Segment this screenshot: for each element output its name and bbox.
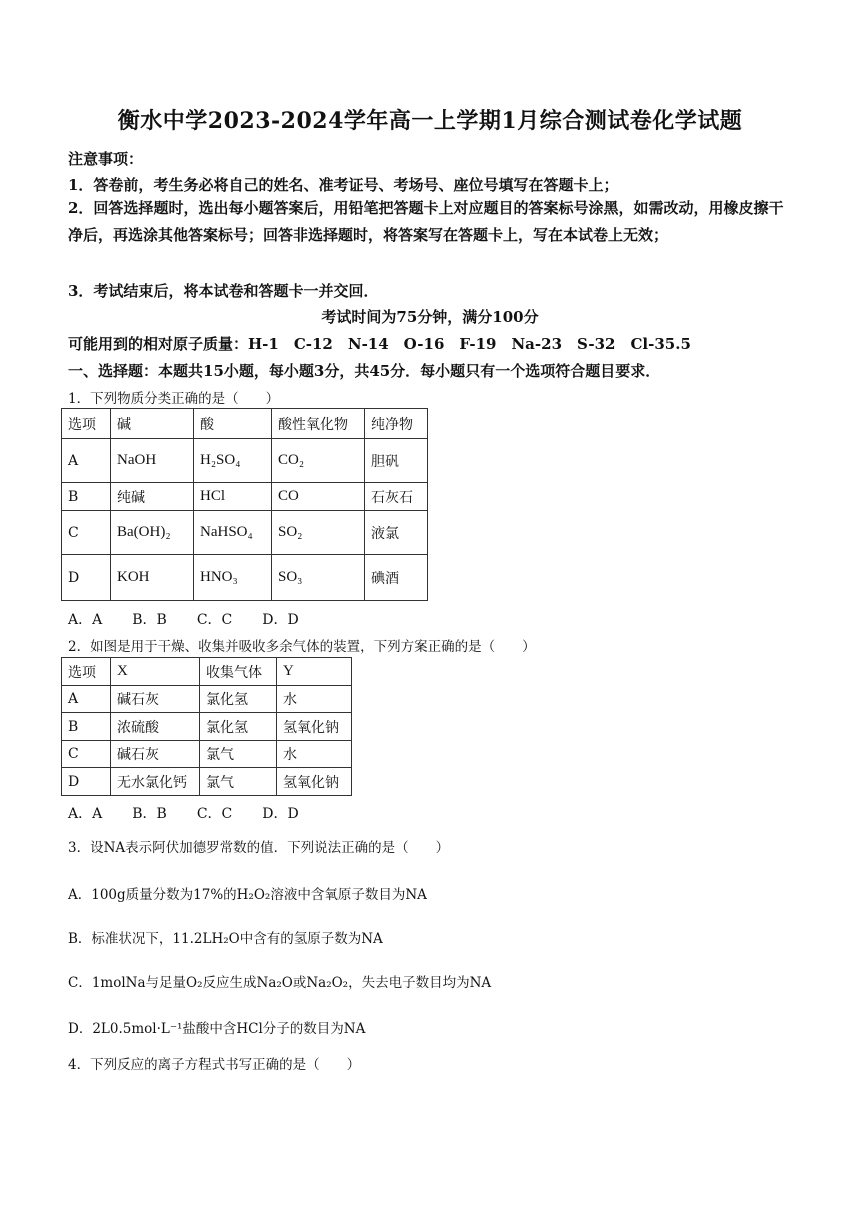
question-3-option-b: B．标准状况下，11.2LH₂O中含有的氢原子数为NA <box>68 931 383 947</box>
question-3-stem: 3．设NA表示阿伏加德罗常数的值．下列说法正确的是（ ） <box>68 840 450 856</box>
question-4-stem: 4．下列反应的离子方程式书写正确的是（ ） <box>68 1057 361 1073</box>
pure-cell: 液氯 <box>365 511 428 555</box>
table-header-cell: 选项 <box>62 658 111 686</box>
table-header-row <box>62 658 352 686</box>
table-header-cell: 碱 <box>111 409 194 439</box>
question-3-option-c: C．1molNa与足量O₂反应生成Na₂O或Na₂O₂，失去电子数目均为NA <box>68 975 492 991</box>
table-row <box>62 555 428 601</box>
notice-item-2: 2．回答选择题时，选出每小题答案后，用铅笔把答题卡上对应题目的答案标号涂黑，如需改动，用橡皮擦干净后，再选涂其他答案标号；回答非选择题时，将答案写在答题卡上，写在本试卷上无效； <box>68 199 784 244</box>
table-header-cell: X <box>111 658 200 686</box>
notice-item-3: 3．考试结束后，将本试卷和答题卡一并交回． <box>68 282 379 300</box>
acid-cell: NaHSO₄ <box>194 511 272 555</box>
base-cell: Ba(OH)₂ <box>111 511 194 555</box>
table-cell: A <box>62 686 111 713</box>
acid-cell: H₂SO₄ <box>194 439 272 483</box>
table-cell: 碱石灰 <box>111 686 200 713</box>
table-row <box>62 439 428 483</box>
table-cell: 浓硫酸 <box>111 713 200 741</box>
question-1-stem: 1．下列物质分类正确的是（ ） <box>68 391 280 407</box>
option-cell: D <box>62 555 111 601</box>
table-header-cell: 选项 <box>62 409 111 439</box>
question-2-choices <box>68 803 329 823</box>
table-cell: D <box>62 768 111 796</box>
question-1-choices <box>68 609 329 629</box>
table-cell: 氯化氢 <box>200 686 277 713</box>
exam-time: 考试时间为75分钟，满分100分 <box>321 308 539 326</box>
table-header-cell: 收集气体 <box>200 658 277 686</box>
oxide-cell: CO <box>272 483 365 511</box>
option-cell: A <box>62 439 111 483</box>
table-header-row <box>62 409 428 439</box>
table-cell: B <box>62 713 111 741</box>
table-cell: 碱石灰 <box>111 741 200 768</box>
notice-item-1: 1．答卷前，考生务必将自己的姓名、准考证号、考场号、座位号填写在答题卡上； <box>68 176 619 194</box>
question-1-table <box>61 408 428 601</box>
question-3-option-a: A．100g质量分数为17%的H₂O₂溶液中含氧原子数目为NA <box>68 887 427 903</box>
page-title: 衡水中学2023-2024学年高一上学期1月综合测试卷化学试题 <box>117 108 743 134</box>
table-row <box>62 686 352 713</box>
pure-cell: 碘酒 <box>365 555 428 601</box>
option-cell: C <box>62 511 111 555</box>
table-row <box>62 741 352 768</box>
table-cell: 氯化氢 <box>200 713 277 741</box>
base-cell: KOH <box>111 555 194 601</box>
atomic-mass: 可能用到的相对原子质量：H-1 C-12 N-14 O-16 F-19 Na-23 S-32 Cl-35.5 <box>68 335 691 353</box>
table-row <box>62 713 352 741</box>
table-row <box>62 483 428 511</box>
pure-cell: 胆矾 <box>365 439 428 483</box>
table-cell: 水 <box>277 741 352 768</box>
table-cell: 氢氧化钠 <box>277 713 352 741</box>
oxide-cell: SO₃ <box>272 555 365 601</box>
table-cell: 无水氯化钙 <box>111 768 200 796</box>
table-cell: 水 <box>277 686 352 713</box>
question-2-stem: 2．如图是用于干燥、收集并吸收多余气体的装置，下列方案正确的是（ ） <box>68 639 536 655</box>
oxide-cell: CO₂ <box>272 439 365 483</box>
table-cell: 氢氧化钠 <box>277 768 352 796</box>
choice-d: D．D <box>262 612 299 628</box>
question-2-table <box>61 657 352 796</box>
table-row <box>62 511 428 555</box>
table-header-cell: 酸 <box>194 409 272 439</box>
notice-heading: 注意事项： <box>68 150 144 168</box>
base-cell: 纯碱 <box>111 483 194 511</box>
choice-b: B．B <box>132 612 167 628</box>
acid-cell: HCl <box>194 483 272 511</box>
choice-d: D．D <box>262 806 299 822</box>
choice-b: B．B <box>132 806 167 822</box>
table-cell: 氯气 <box>200 741 277 768</box>
acid-cell: HNO₃ <box>194 555 272 601</box>
choice-c: C．C <box>196 612 233 628</box>
option-cell: B <box>62 483 111 511</box>
table-cell: 氯气 <box>200 768 277 796</box>
pure-cell: 石灰石 <box>365 483 428 511</box>
choice-c: C．C <box>196 806 233 822</box>
table-header-cell: Y <box>277 658 352 686</box>
choice-a: A．A <box>68 806 103 822</box>
table-header-cell: 纯净物 <box>365 409 428 439</box>
oxide-cell: SO₂ <box>272 511 365 555</box>
question-3-option-d: D．2L0.5mol·L⁻¹盐酸中含HCl分子的数目为NA <box>68 1021 366 1037</box>
section-heading: 一、选择题：本题共15小题，每小题3分，共45分．每小题只有一个选项符合题目要求． <box>68 362 661 380</box>
table-header-cell: 酸性氧化物 <box>272 409 365 439</box>
base-cell: NaOH <box>111 439 194 483</box>
table-cell: C <box>62 741 111 768</box>
choice-a: A．A <box>68 612 103 628</box>
table-row <box>62 768 352 796</box>
